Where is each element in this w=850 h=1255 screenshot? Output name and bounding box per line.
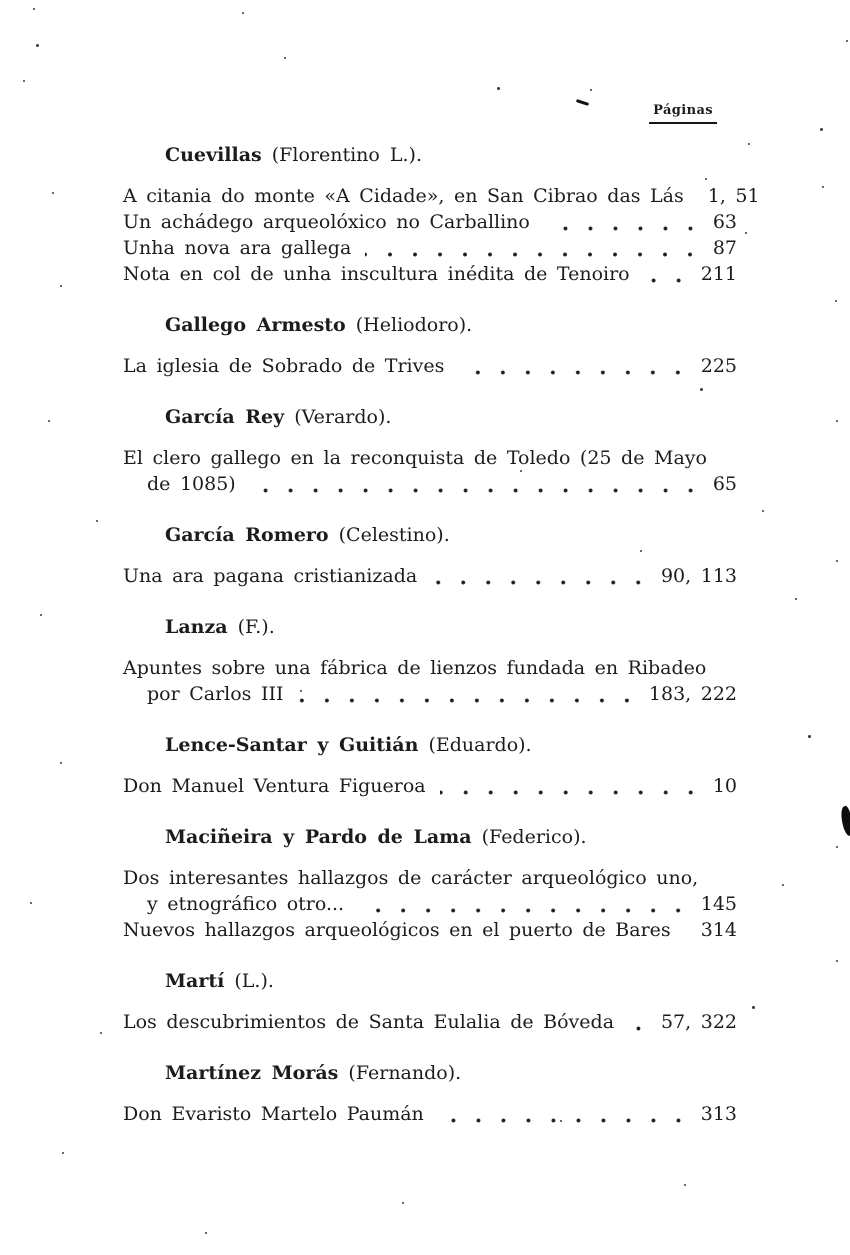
author-section xyxy=(123,968,737,1035)
entry-pages: 314 xyxy=(700,919,737,941)
entry-line xyxy=(123,865,737,891)
author-heading xyxy=(165,522,737,548)
entry-title: Los descubrimientos de Santa Eulalia de Bóveda xyxy=(123,1011,615,1033)
scan-speck xyxy=(782,884,784,886)
entry-title: de 1085) xyxy=(147,473,236,495)
author-detail: (Heliodoro). xyxy=(345,314,473,336)
scan-speck xyxy=(808,735,811,738)
scan-speck xyxy=(100,1032,102,1034)
dot-leader xyxy=(644,278,691,283)
author-detail: (F.). xyxy=(227,616,275,638)
entry-line xyxy=(123,445,737,471)
scan-speck xyxy=(560,1120,562,1122)
author-detail: (Florentino L.). xyxy=(261,144,422,166)
author-name: Martínez Morás xyxy=(165,1062,339,1084)
author-detail: (Celestino). xyxy=(328,524,450,546)
entry-title: A citania do monte «A Cidade», en San Cibrao das Lás xyxy=(123,185,684,207)
entry-title: y etnográfico otro... xyxy=(147,893,345,915)
scan-speck xyxy=(520,470,522,472)
entry-line xyxy=(123,563,737,589)
scan-speck xyxy=(242,12,244,14)
dot-leader xyxy=(298,698,639,703)
entry-title: por Carlos III xyxy=(147,683,284,705)
scan-speck xyxy=(36,44,39,47)
author-name: Martí xyxy=(165,970,225,992)
entry-line xyxy=(123,1009,737,1035)
entry-title: Don Manuel Ventura Figueroa xyxy=(123,775,426,797)
scan-speck xyxy=(590,89,592,91)
scan-speck xyxy=(700,388,703,391)
scan-speck xyxy=(52,192,54,194)
entry-line xyxy=(123,235,737,261)
scan-speck xyxy=(497,87,500,90)
entry-title: Dos interesantes hallazgos de carácter arqueológico uno, xyxy=(123,867,699,889)
author-detail: (Fernando). xyxy=(338,1062,462,1084)
scan-speck xyxy=(640,550,642,552)
entry-line xyxy=(123,681,737,707)
entry-title: Apuntes sobre una fábrica de lienzos fundada en Ribadeo xyxy=(123,657,707,679)
scan-speck xyxy=(205,1232,207,1234)
entry-line xyxy=(123,917,737,943)
scan-speck xyxy=(836,846,838,848)
entry-pages: 87 xyxy=(712,237,737,259)
scan-speck xyxy=(762,510,764,512)
dot-leader xyxy=(440,790,703,795)
author-name: Lence-Santar y Guitián xyxy=(165,734,419,756)
entry-title: Una ara pagana cristianizada xyxy=(123,565,418,587)
scan-speck xyxy=(62,1152,64,1154)
author-name: García Romero xyxy=(165,524,329,546)
author-heading xyxy=(165,968,737,994)
scan-speck xyxy=(835,300,837,302)
dot-leader xyxy=(685,934,691,939)
entry-pages: 211 xyxy=(700,263,737,285)
entry-pages: 63 xyxy=(712,211,737,233)
entry-line xyxy=(123,1101,737,1127)
scan-speck xyxy=(96,520,98,522)
author-detail: (L.). xyxy=(224,970,274,992)
author-index xyxy=(123,142,760,1127)
scan-speck xyxy=(30,902,32,904)
entry-pages: 225 xyxy=(700,355,737,377)
entry-title: La iglesia de Sobrado de Trives xyxy=(123,355,445,377)
paginas-label: Páginas xyxy=(649,103,717,124)
scan-speck xyxy=(836,560,838,562)
scan-speck xyxy=(836,420,838,422)
author-name: Gallego Armesto xyxy=(165,314,346,336)
scan-speck xyxy=(23,80,25,82)
entry-line xyxy=(123,773,737,799)
dot-leader xyxy=(358,908,691,913)
scan-speck xyxy=(60,762,62,764)
entry-title: Nuevos hallazgos arqueológicos en el puerto de Bares xyxy=(123,919,671,941)
author-detail: (Eduardo). xyxy=(418,734,532,756)
author-heading xyxy=(165,614,737,640)
scan-speck xyxy=(748,143,750,145)
author-name: Lanza xyxy=(165,616,228,638)
dot-leader xyxy=(431,580,651,585)
dot-leader xyxy=(544,226,703,231)
entry-line xyxy=(123,183,760,209)
author-section xyxy=(123,732,737,799)
scan-speck xyxy=(33,8,35,10)
author-detail: (Verardo). xyxy=(284,406,392,428)
author-heading xyxy=(165,404,737,430)
entry-line xyxy=(123,471,737,497)
author-section xyxy=(123,404,737,497)
author-name: Cuevillas xyxy=(165,144,262,166)
author-heading xyxy=(165,312,737,338)
entry-pages: 10 xyxy=(712,775,737,797)
scan-speck xyxy=(684,1184,686,1186)
author-heading xyxy=(165,142,737,168)
author-section xyxy=(123,824,737,943)
scan-speck xyxy=(846,40,848,42)
entry-pages: 90, 113 xyxy=(660,565,737,587)
entry-pages: 313 xyxy=(700,1103,737,1125)
scan-speck xyxy=(745,232,747,234)
scan-speck xyxy=(795,598,797,600)
scan-speck xyxy=(402,1202,404,1204)
author-detail: (Federico). xyxy=(471,826,587,848)
scan-speck xyxy=(300,690,302,692)
scan-speck xyxy=(752,1006,755,1009)
scan-ink-blot xyxy=(839,805,850,837)
entry-title: Un achádego arqueolóxico no Carballino xyxy=(123,211,530,233)
entry-pages: 183, 222 xyxy=(648,683,737,705)
author-section xyxy=(123,522,737,589)
page-number-column-header xyxy=(123,97,737,121)
author-section xyxy=(123,1060,737,1127)
dot-leader xyxy=(458,370,690,375)
entry-line xyxy=(123,261,737,287)
entry-pages: 57, 322 xyxy=(660,1011,737,1033)
scan-speck xyxy=(705,178,707,180)
author-name: Maciñeira y Pardo de Lama xyxy=(165,826,472,848)
entry-pages: 65 xyxy=(712,473,737,495)
author-heading xyxy=(165,1060,737,1086)
author-section xyxy=(123,614,737,707)
scan-speck xyxy=(48,420,50,422)
author-name: García Rey xyxy=(165,406,285,428)
entry-title: Don Evaristo Martelo Paumán xyxy=(123,1103,424,1125)
entry-line xyxy=(123,353,737,379)
entry-line xyxy=(123,891,737,917)
author-section xyxy=(123,312,737,379)
dot-leader xyxy=(365,252,703,257)
entry-pages: 145 xyxy=(700,893,737,915)
entry-title: Nota en col de unha inscultura inédita de Tenoiro xyxy=(123,263,630,285)
dot-leader xyxy=(438,1118,691,1123)
entry-title: Unha nova ara gallega xyxy=(123,237,352,259)
scan-speck xyxy=(284,57,286,59)
dot-leader xyxy=(628,1026,651,1031)
author-heading xyxy=(165,732,737,758)
scan-speck xyxy=(822,186,824,188)
scan-speck xyxy=(836,960,838,962)
entry-line xyxy=(123,655,737,681)
scan-speck xyxy=(820,128,823,131)
entry-title: El clero gallego en la reconquista de Toledo (25 de Mayo xyxy=(123,447,707,469)
author-heading xyxy=(165,824,737,850)
dot-leader xyxy=(250,488,703,493)
index-content xyxy=(123,97,760,1152)
entry-pages: 1, 51 xyxy=(707,185,760,207)
entry-line xyxy=(123,209,737,235)
scan-speck xyxy=(40,614,42,616)
scan-speck xyxy=(60,285,62,287)
author-section xyxy=(123,142,760,287)
